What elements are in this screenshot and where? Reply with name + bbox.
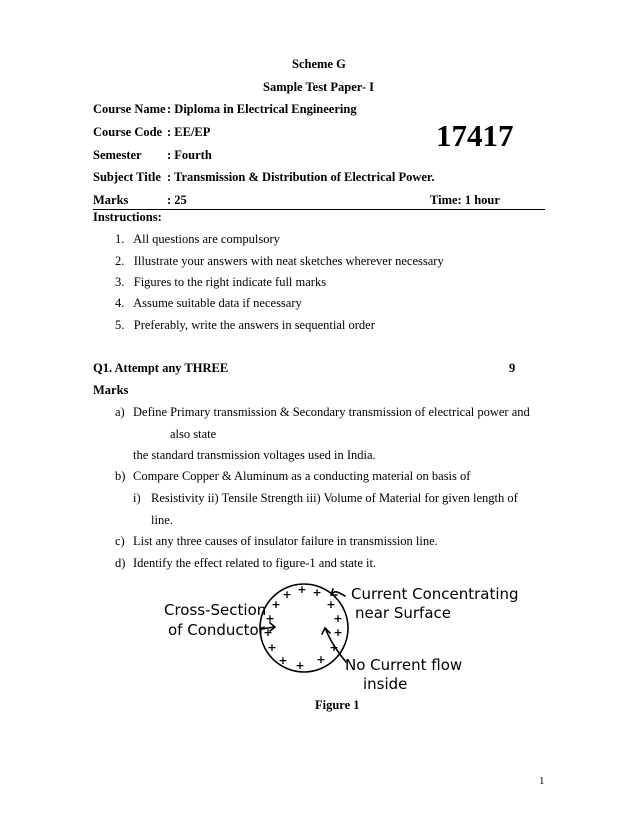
svg-text:+: +	[282, 588, 292, 601]
svg-text:+: +	[333, 626, 343, 639]
page-number: 1	[539, 775, 545, 787]
figure-label-near-surface: near Surface	[355, 604, 452, 622]
q1c-text: List any three causes of insulator failure in transmission line.	[133, 534, 438, 548]
figure-label-no-current-flow: No Current flow	[345, 656, 463, 674]
instruction-number: 3.	[115, 275, 125, 289]
instruction-number: 4.	[115, 296, 125, 310]
q1d-text: Identify the effect related to figure-1 and state it.	[133, 556, 377, 570]
q1b-sub-line2: line.	[151, 513, 173, 527]
svg-text:+: +	[316, 653, 326, 666]
svg-text:+: +	[267, 641, 277, 654]
paper-code-number: 17417	[436, 118, 514, 153]
q1-marks-word: Marks	[93, 383, 129, 397]
conductor-circle	[260, 584, 348, 672]
q1-title: Q1. Attempt any THREE	[93, 361, 229, 375]
instruction-item	[115, 275, 326, 290]
q1-marks-number: 9	[509, 361, 516, 375]
course-code-value: : EE/EP	[167, 125, 211, 139]
paper-title: Sample Test Paper- I	[263, 80, 374, 94]
scheme-title: Scheme G	[292, 57, 346, 71]
svg-text:+: +	[326, 598, 336, 611]
svg-text:+: +	[297, 583, 307, 596]
center-arrow	[326, 630, 346, 662]
instruction-text: Preferably, write the answers in sequential order	[133, 318, 375, 332]
instruction-text: Assume suitable data if necessary	[133, 296, 302, 310]
figure-label-cross-section: Cross-Section	[164, 601, 267, 619]
figure-label-of-conductor: of Conductor	[168, 621, 265, 639]
svg-text:+: +	[312, 586, 322, 599]
semester-label: Semester	[93, 148, 142, 162]
q1a-letter: a)	[115, 405, 125, 419]
instruction-text: All questions are compulsory	[133, 232, 280, 246]
instruction-text: Figures to the right indicate full marks	[133, 275, 327, 289]
q1b-sub-line1: Resistivity ii) Tensile Strength iii) Volume of Material for given length of	[151, 491, 518, 505]
marks-value: : 25	[167, 193, 187, 207]
instruction-number: 1.	[115, 232, 125, 246]
instruction-item	[115, 232, 280, 247]
svg-text:+: +	[278, 654, 288, 667]
svg-text:+: +	[333, 612, 343, 625]
svg-text:+: +	[263, 626, 273, 639]
instruction-text: Illustrate your answers with neat sketches wherever necessary	[133, 254, 444, 268]
marks-label: Marks	[93, 193, 129, 207]
time-value: Time: 1 hour	[430, 193, 500, 207]
subject-label: Subject Title	[93, 170, 161, 184]
svg-text:+: +	[329, 641, 339, 654]
svg-text:+: +	[295, 659, 305, 672]
svg-text:+: +	[265, 612, 275, 625]
semester-value: : Fourth	[167, 148, 212, 162]
q1a-line3: the standard transmission voltages used in India.	[133, 448, 376, 462]
instructions-heading: Instructions:	[93, 210, 162, 224]
course-name-value: : Diploma in Electrical Engineering	[167, 102, 357, 116]
subject-value: : Transmission & Distribution of Electrical Power.	[167, 170, 435, 184]
course-name-label: Course Name	[93, 102, 166, 116]
svg-text:+: +	[271, 598, 281, 611]
q1c-letter: c)	[115, 534, 125, 548]
q1b-line1: Compare Copper & Aluminum as a conducting material on basis of	[133, 469, 471, 483]
course-code-label: Course Code	[93, 125, 163, 139]
q1b-sub-number: i)	[133, 491, 141, 505]
instruction-number: 5.	[115, 318, 125, 332]
instruction-item	[115, 296, 302, 311]
q1a-line1: Define Primary transmission & Secondary transmission of electrical power and	[133, 405, 530, 419]
q1a-line2: also state	[170, 427, 217, 441]
instruction-number: 2.	[115, 254, 125, 268]
figure-label-current-concentrating: Current Concentrating	[351, 585, 519, 603]
surface-charges	[263, 583, 342, 672]
instruction-item	[115, 254, 444, 269]
figure-caption: Figure 1	[315, 698, 360, 712]
surface-arrow	[332, 592, 345, 596]
q1b-letter: b)	[115, 469, 126, 483]
q1d-letter: d)	[115, 556, 126, 570]
instruction-item	[115, 318, 375, 333]
figure-label-inside: inside	[363, 675, 408, 693]
